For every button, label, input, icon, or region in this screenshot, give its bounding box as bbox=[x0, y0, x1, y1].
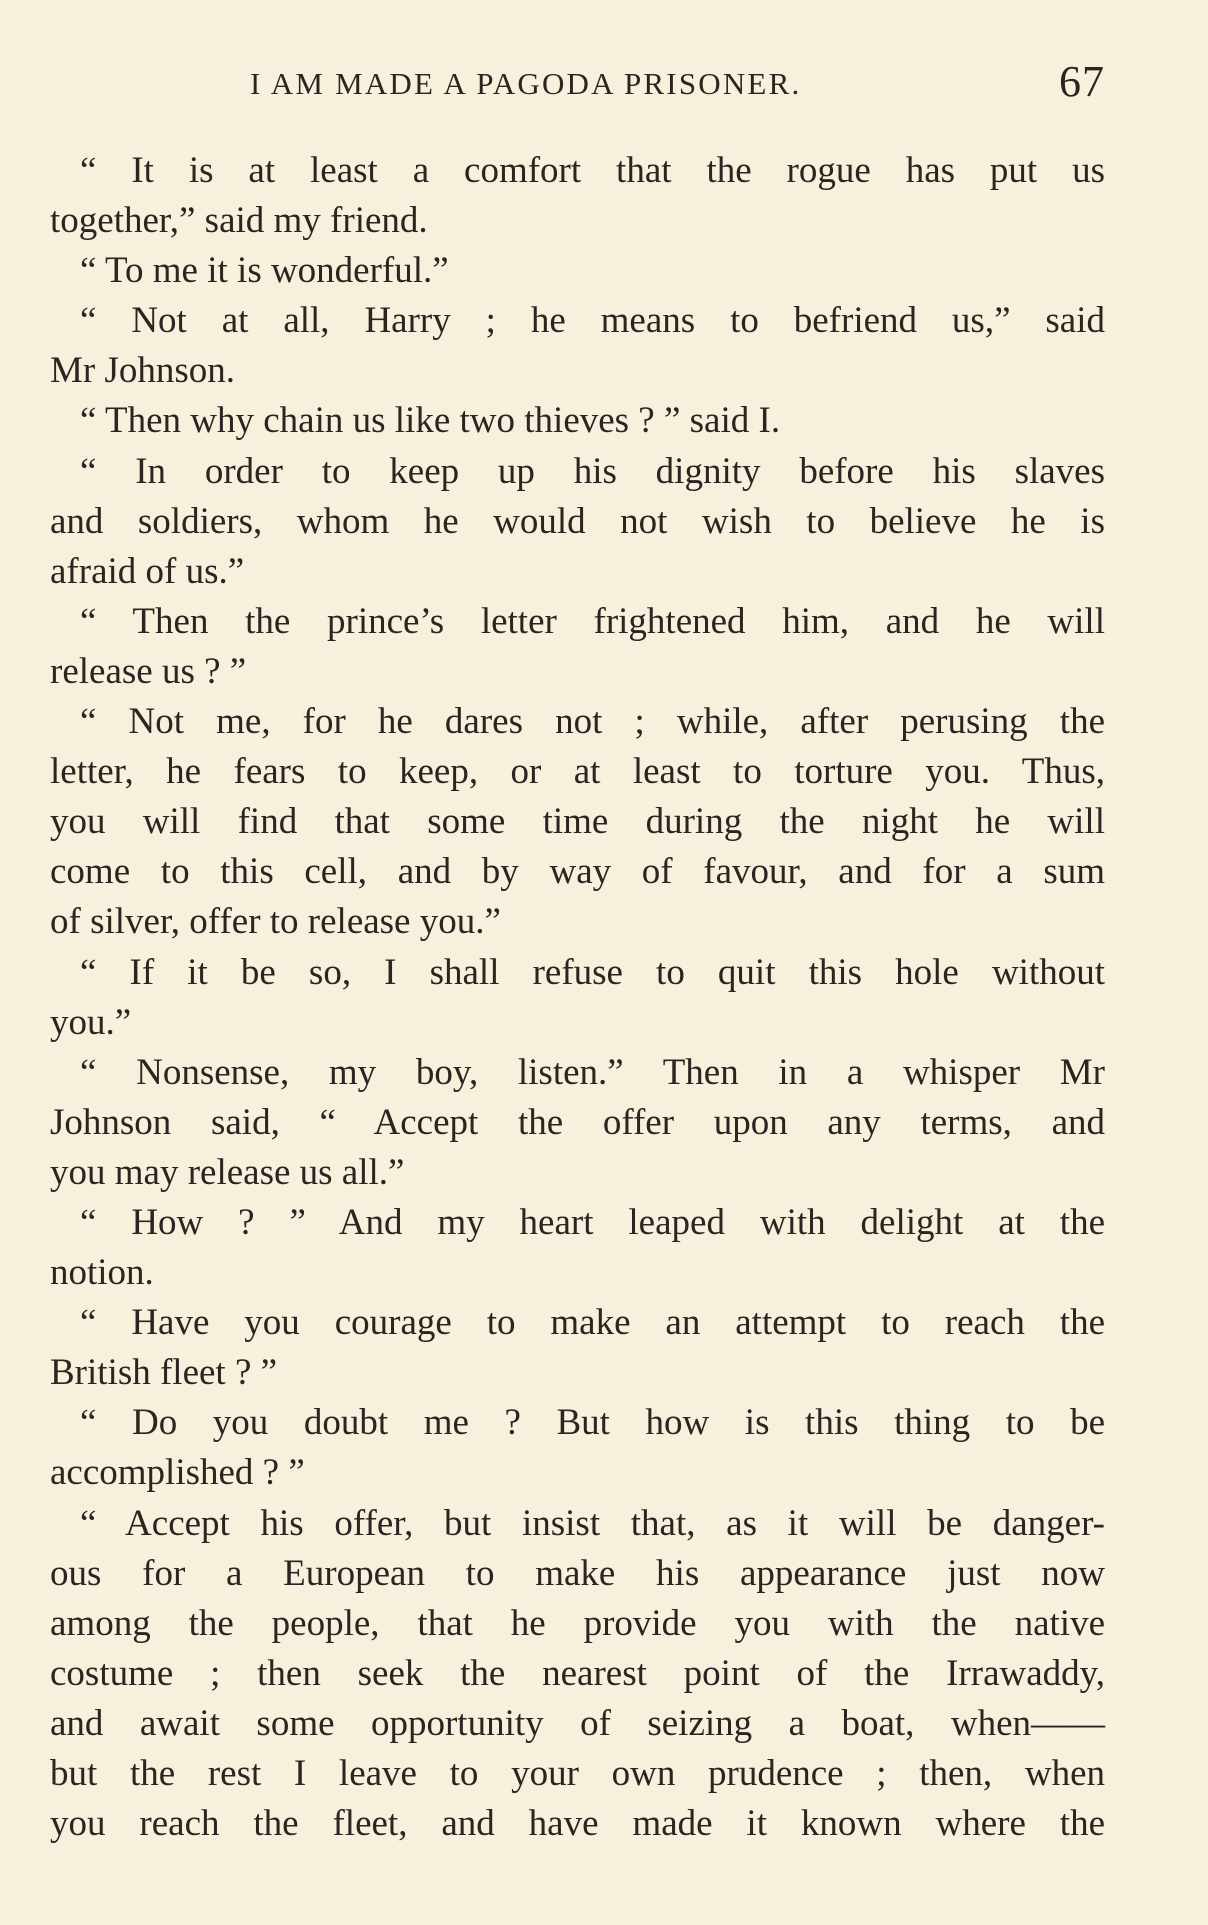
text-line: accomplished ? ” bbox=[50, 1452, 305, 1494]
text-line: among the people, that he provide you with the native bbox=[50, 1602, 1105, 1644]
text-line: release us ? ” bbox=[50, 650, 247, 692]
text-line: you will find that some time during the night he will bbox=[50, 801, 1105, 843]
text-line: “ Have you courage to make an attempt to reach the bbox=[80, 1302, 1105, 1344]
text-line: “ Not at all, Harry ; he means to befriend us,” said bbox=[80, 300, 1105, 342]
text-line: come to this cell, and by way of favour, and for a sum bbox=[50, 851, 1105, 893]
running-title: I AM MADE A PAGODA PRISONER. bbox=[250, 66, 802, 101]
text-line: “ How ? ” And my heart leaped with delight at the bbox=[80, 1201, 1105, 1243]
page-number: 67 bbox=[1059, 57, 1105, 106]
text-line: of silver, offer to release you.” bbox=[50, 901, 501, 943]
text-line: together,” said my friend. bbox=[50, 200, 428, 242]
body-text bbox=[50, 146, 1105, 1849]
text-line: “ To me it is wonderful.” bbox=[80, 250, 449, 292]
text-line: ous for a European to make his appearance just now bbox=[50, 1552, 1105, 1594]
page-header bbox=[40, 58, 1105, 108]
text-line: costume ; then seek the nearest point of the Irrawaddy, bbox=[50, 1652, 1105, 1694]
text-line: but the rest I leave to your own prudence ; then, when bbox=[50, 1753, 1105, 1794]
text-line: Mr Johnson. bbox=[50, 350, 236, 392]
text-line: “ Then why chain us like two thieves ? ” said I. bbox=[80, 400, 781, 442]
text-line: and await some opportunity of seizing a boat, when—— bbox=[50, 1702, 1105, 1744]
text-line: “ Not me, for he dares not ; while, after perusing the bbox=[80, 701, 1105, 743]
text-line: letter, he fears to keep, or at least to torture you. Thus, bbox=[50, 751, 1105, 793]
text-line: you may release us all.” bbox=[50, 1151, 405, 1193]
text-line: “ Then the prince’s letter frightened him, and he will bbox=[80, 600, 1105, 642]
text-line: “ Accept his offer, but insist that, as it will be danger- bbox=[80, 1502, 1105, 1544]
text-line: afraid of us.” bbox=[50, 550, 245, 592]
text-line: British fleet ? ” bbox=[50, 1352, 278, 1394]
text-line: and soldiers, whom he would not wish to believe he is bbox=[50, 500, 1105, 542]
text-line: “ Nonsense, my boy, listen.” Then in a whisper Mr bbox=[80, 1051, 1105, 1093]
text-line: “ Do you doubt me ? But how is this thing to be bbox=[80, 1402, 1105, 1444]
text-line: Johnson said, “ Accept the offer upon any terms, and bbox=[50, 1101, 1105, 1143]
text-line: notion. bbox=[50, 1252, 154, 1294]
text-line: you reach the fleet, and have made it known where the bbox=[50, 1803, 1105, 1845]
text-line: “ In order to keep up his dignity before his slaves bbox=[80, 450, 1105, 492]
text-line: “ If it be so, I shall refuse to quit this hole without bbox=[80, 951, 1105, 993]
text-line: “ It is at least a comfort that the rogue has put us bbox=[80, 150, 1105, 191]
text-line: you.” bbox=[50, 1001, 132, 1043]
